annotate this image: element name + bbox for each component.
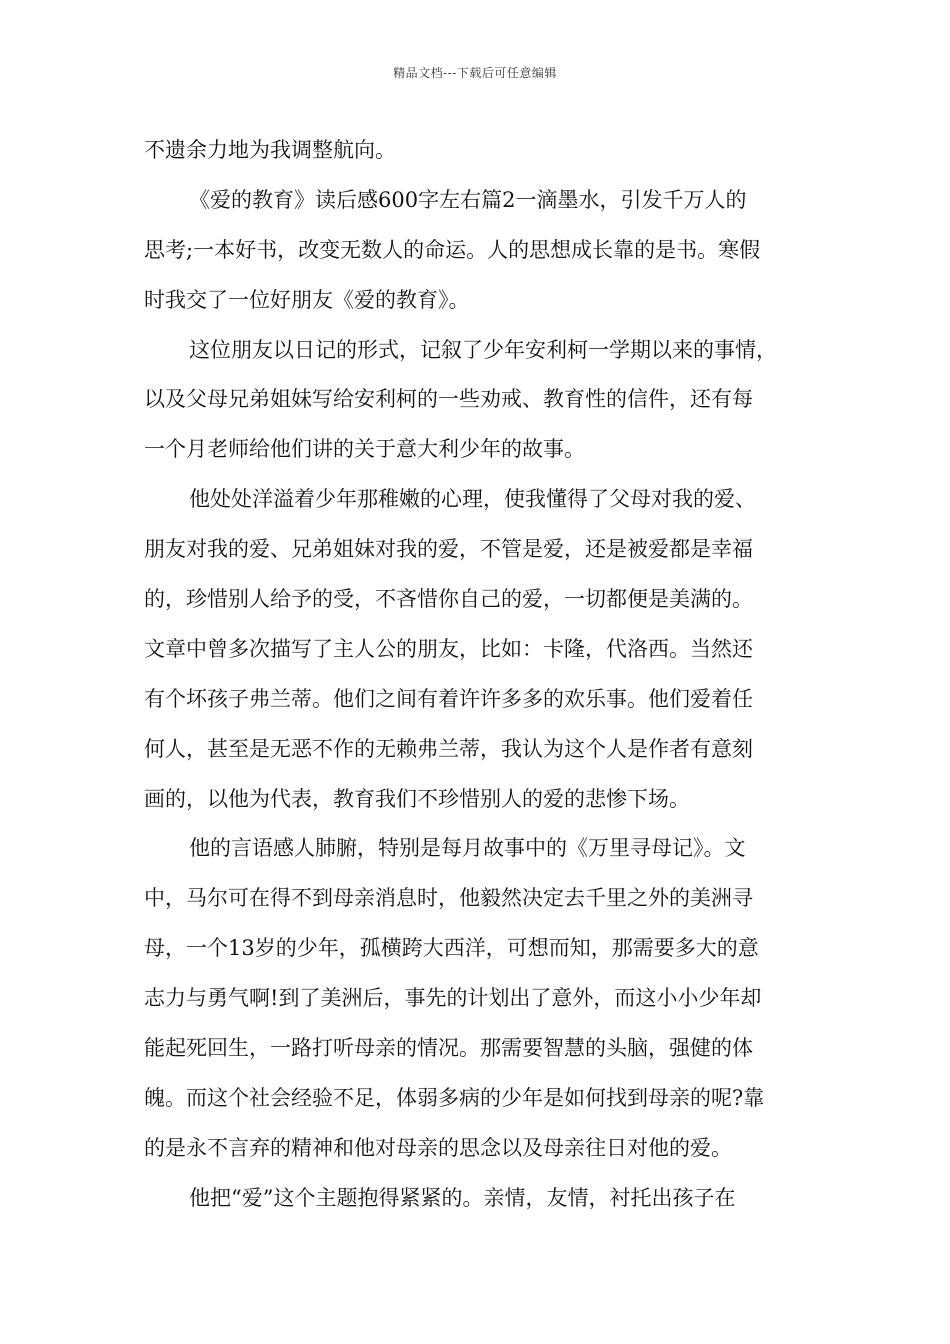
text-line: 一个月老师给他们讲的关于意大利少年的故事。 <box>144 437 585 462</box>
text-line: 朋友对我的爱、兄弟姐妹对我的爱，不管是爱，还是被爱都是幸福 <box>144 537 753 562</box>
text-line: 《爱的教育》读后感600字左右篇2一滴墨水，引发千万人的 <box>189 187 747 212</box>
text-line: 他的言语感人肺腑，特别是每月故事中的《万里寻母记》。文 <box>189 836 746 861</box>
text-line: 何人，甚至是无恶不作的无赖弗兰蒂，我认为这个人是作者有意刻 <box>144 736 753 761</box>
text-line: 文章中曾多次描写了主人公的朋友，比如：卡隆，代洛西。当然还 <box>144 636 753 661</box>
text-line: 不遗余力地为我调整航向。 <box>144 138 396 162</box>
text-line: 魄。而这个社会经验不足，体弱多病的少年是如何找到母亲的呢?靠 <box>144 1085 765 1110</box>
text-line: 以及父母兄弟姐妹写给安利柯的一些劝戒、教育性的信件，还有每 <box>144 387 753 412</box>
text-line: 有个坏孩子弗兰蒂。他们之间有着许许多多的欢乐事。他们爱着任 <box>144 686 753 711</box>
text-line: 他处处洋溢着少年那稚嫩的心理，使我懂得了父母对我的爱、 <box>189 487 756 512</box>
document-body <box>144 126 820 1224</box>
text-line: 能起死回生，一路打听母亲的情况。那需要智慧的头脑，强健的体 <box>144 1036 753 1061</box>
text-line: 的，珍惜别人给予的受，不吝惜你自己的爱，一切都便是美满的。 <box>144 587 753 612</box>
text-line: 思考;一本好书，改变无数人的命运。人的思想成长靠的是书。寒假 <box>144 237 761 262</box>
text-line: 的是永不言弃的精神和他对母亲的思念以及母亲往日对他的爱。 <box>144 1135 732 1160</box>
text-line: 母，一个13岁的少年，孤横跨大西洋，可想而知，那需要多大的意 <box>144 936 759 961</box>
text-line: 中，马尔可在得不到母亲消息时，他毅然决定去千里之外的美洲寻 <box>144 886 753 911</box>
text-line: 这位朋友以日记的形式，记叙了少年安利柯一学期以来的事情， <box>189 337 777 362</box>
text-line: 画的，以他为代表，教育我们不珍惜别人的爱的悲惨下场。 <box>144 786 690 811</box>
text-line: 志力与勇气啊!到了美洲后，事先的计划出了意外，而这小小少年却 <box>144 986 762 1011</box>
text-line: 他把“爱”这个主题抱得紧紧的。亲情，友情，衬托出孩子在 <box>189 1185 736 1210</box>
text-line: 时我交了一位好朋友《爱的教育》。 <box>144 287 470 312</box>
page-header: 精品文档---下载后可任意编辑 <box>393 66 557 80</box>
